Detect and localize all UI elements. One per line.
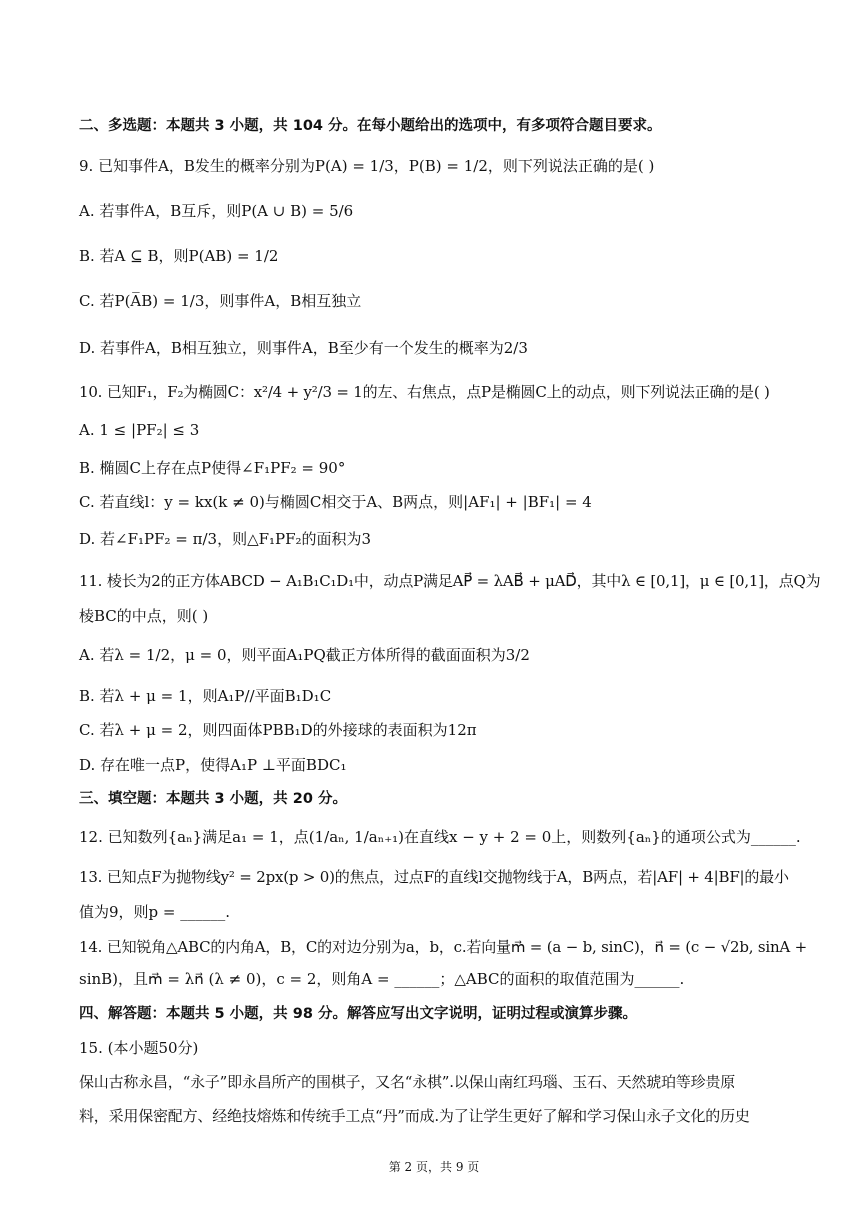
question-15-title: 15. (本小题50分) (79, 1039, 199, 1057)
question-9-option-c: C. 若P(A̅B) = 1/3，则事件A，B相互独立 (79, 292, 362, 310)
question-11-stem-line1: 11. 棱长为2的正方体ABCD − A₁B₁C₁D₁中，动点P满足AP⃗ = λAB⃗ + μAD⃗，其中λ ∈ [0,1]，μ ∈ [0,1]，点Q为 (79, 572, 821, 590)
section-heading-fill-in: 三、填空题：本题共 3 小题，共 20 分。 (79, 791, 347, 807)
question-10-stem: 10. 已知F₁，F₂为椭圆C：x²/4 + y²/3 = 1的左、右焦点，点P是椭圆C上的动点，则下列说法正确的是( ) (79, 383, 770, 401)
question-14-line1: 14. 已知锐角△ABC的内角A，B，C的对边分别为a，b，c.若向量m⃗ = (a − b, sinC)，n⃗ = (c − √2b, sinA + (79, 938, 807, 956)
question-14-line2: sinB)，且m⃗ = λn⃗ (λ ≠ 0)，c = 2，则角A = ______；△ABC的面积的取值范围为______. (79, 970, 685, 988)
question-10-option-b: B. 椭圆C上存在点P使得∠F₁PF₂ = 90° (79, 459, 346, 477)
question-13-line1: 13. 已知点F为抛物线y² = 2px(p > 0)的焦点，过点F的直线l交抛物线于A，B两点，若|AF| + 4|BF|的最小 (79, 868, 789, 886)
question-9-option-a: A. 若事件A，B互斥，则P(A ∪ B) = 5/6 (79, 202, 354, 220)
section-heading-multiple-choice: 二、多选题：本题共 3 小题，共 104 分。在每小题给出的选项中，有多项符合题目要求。 (79, 118, 662, 134)
question-10-option-c: C. 若直线l：y = kx(k ≠ 0)与椭圆C相交于A、B两点，则|AF₁| + |BF₁| = 4 (79, 493, 592, 511)
question-15-para-line2: 料，采用保密配方、经绝技熔炼和传统手工点“丹”而成.为了让学生更好了解和学习保山永子文化的历史 (79, 1107, 750, 1125)
question-9-option-b: B. 若A ⊆ B，则P(AB) = 1/2 (79, 247, 279, 265)
section-heading-solutions: 四、解答题：本题共 5 小题，共 98 分。解答应写出文字说明，证明过程或演算步骤。 (79, 1006, 637, 1022)
page-footer: 第 2 页，共 9 页 (388, 1160, 480, 1174)
question-15-para-line1: 保山古称永昌，“永子”即永昌所产的围棋子，又名“永棋”.以保山南红玛瑙、玉石、天然琥珀等珍贵原 (79, 1073, 736, 1091)
question-13-line2: 值为9，则p = ______. (79, 903, 231, 921)
question-11-option-d: D. 存在唯一点P，使得A₁P ⊥平面BDC₁ (79, 756, 347, 774)
question-11-option-a: A. 若λ = 1/2，μ = 0，则平面A₁PQ截正方体所得的截面面积为3/2 (79, 646, 530, 664)
question-11-option-c: C. 若λ + μ = 2，则四面体PBB₁D的外接球的表面积为12π (79, 721, 477, 739)
question-12: 12. 已知数列{aₙ}满足a₁ = 1，点(1/aₙ, 1/aₙ₊₁)在直线x − y + 2 = 0上，则数列{aₙ}的通项公式为______. (79, 828, 801, 846)
question-11-stem-line2: 棱BC的中点，则( ) (79, 607, 209, 625)
question-10-option-a: A. 1 ≤ |PF₂| ≤ 3 (79, 421, 200, 439)
question-11-option-b: B. 若λ + μ = 1，则A₁P//平面B₁D₁C (79, 687, 332, 705)
question-9-option-d: D. 若事件A，B相互独立，则事件A，B至少有一个发生的概率为2/3 (79, 339, 528, 357)
question-10-option-d: D. 若∠F₁PF₂ = π/3，则△F₁PF₂的面积为3 (79, 530, 372, 548)
question-9-stem: 9. 已知事件A，B发生的概率分别为P(A) = 1/3，P(B) = 1/2，则下列说法正确的是( ) (79, 157, 655, 175)
